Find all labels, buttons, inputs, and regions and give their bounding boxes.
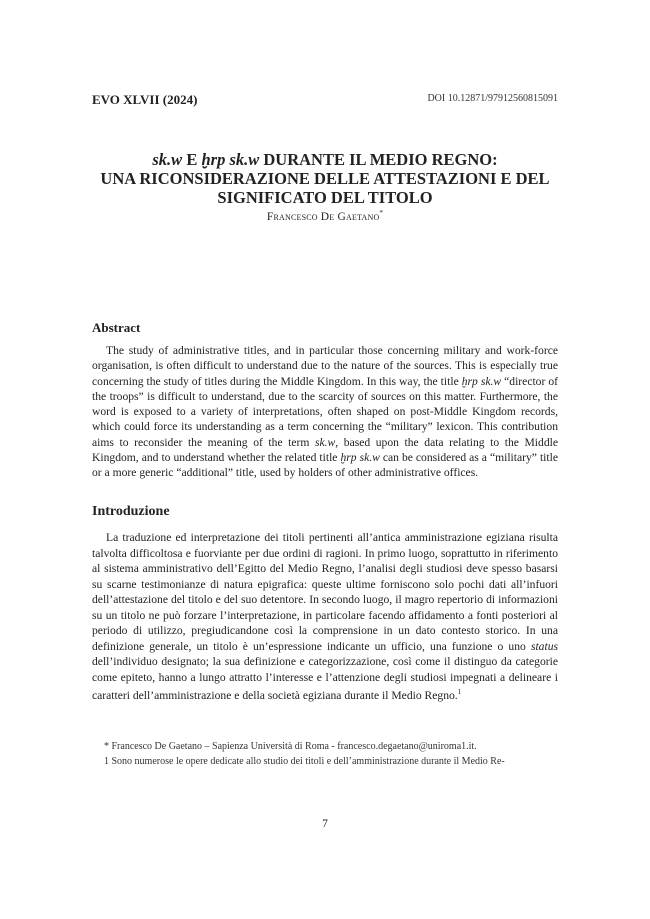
abstract-term-2: sk.w bbox=[315, 435, 336, 449]
abstract-paragraph bbox=[92, 343, 558, 481]
title-line-1 bbox=[92, 150, 558, 169]
introduction-body bbox=[92, 530, 558, 703]
title-line-2: UNA RICONSIDERAZIONE DELLE ATTESTAZIONI E DEL bbox=[100, 169, 550, 188]
author-line bbox=[92, 209, 558, 223]
abstract-text-4: can be considered as a “military” title or a more generic “additional” title, used by holders of other administrative offices. bbox=[92, 451, 558, 480]
abstract-text-1: The study of administrative titles, and in particular those concerning military and work-force organisation, is often difficult to understand due to the nature of the sources. This is especially true concerning the study of titles during the Middle Kingdom. In this way, the title bbox=[92, 344, 558, 388]
abstract-body bbox=[92, 343, 558, 481]
abstract-text-3: , based upon the data relating to the Middle Kingdom, and to understand whether the related title bbox=[92, 435, 558, 465]
running-header bbox=[92, 92, 558, 108]
introduction-paragraph bbox=[92, 530, 558, 703]
footnote-author: * Francesco De Gaetano – Sapienza Università di Roma - francesco.degaetano@uniroma1.it. bbox=[104, 741, 477, 752]
footnote-1: 1 Sono numerose le opere dedicate allo studio dei titoli e dell’amministrazione durante il Medio Re- bbox=[104, 756, 505, 767]
title-joiner: E bbox=[182, 150, 202, 169]
abstract-term-3: ḫrp sk.w bbox=[340, 451, 380, 465]
title-line-3: SIGNIFICATO DEL TITOLO bbox=[217, 188, 433, 207]
intro-text-1: La traduzione ed interpretazione dei titoli pertinenti all’antica amministrazione egiziana risulta talvolta difficoltosa e fuorviante per due ordini di ragioni. In primo luogo, soprattutto in riferimento al sistema amministrativo dell’Egitto del Medio Regno, l’analisi degli studiosi deve spesso basarsi su scarne testimonianze di natura epigrafica: queste ultime forniscono solo pochi dati all’infuori dell’attestazione del titolo e del suo detentore. In secondo luogo, il magro repertorio di informazioni su un titolo ne può forzare l’interpretazione, in particolare facendo affidamento a fonti posteriori al periodo di utilizzo, pregiudicandone così la comprensione in un dato contesto storico. In una definizione generale, un titolo è un’espressione indicante un ufficio, una funzione o uno bbox=[92, 531, 558, 653]
title-term-sk-w: sk.w bbox=[152, 150, 183, 169]
author-name: Francesco De Gaetano bbox=[266, 210, 380, 223]
title-term-hrp-sk-w: ḫrp sk.w bbox=[201, 150, 260, 169]
article-title bbox=[92, 150, 558, 207]
journal-issue: EVO XLVII (2024) bbox=[92, 92, 198, 107]
abstract-heading: Abstract bbox=[92, 320, 141, 335]
page-number: 7 bbox=[322, 818, 328, 830]
intro-text-2: dell’individuo designato; la sua definizione e categorizzazione, così come il distinguo da categorie come epiteto, hanno a lungo attratto l’interesse e l’attenzione degli studiosi impegnati a delineare i caratteri dell’amministrazione e della società egiziana durante il Medio Regno. bbox=[92, 655, 558, 702]
title-line-1-rest: DURANTE IL MEDIO REGNO: bbox=[259, 150, 498, 169]
introduction-heading: Introduzione bbox=[92, 504, 170, 519]
footnote-ref-1[interactable]: 1 bbox=[457, 688, 462, 696]
intro-term-status: status bbox=[530, 639, 558, 653]
abstract-term-1: ḫrp sk.w bbox=[461, 374, 502, 388]
abstract-text-2: “director of the troops” is difficult to understand, due to the scarcity of sources on this matter. Furthermore, the word is exposed to a variety of interpretations, often shaped on post-Middle Kingdom records, which could force its understanding as a term concerning the “military” lexicon. This contribution aims to reconsider the meaning of the term bbox=[92, 374, 559, 449]
author-footnote-mark[interactable]: * bbox=[379, 209, 384, 217]
doi[interactable]: DOI 10.12871/97912560815091 bbox=[427, 93, 558, 104]
